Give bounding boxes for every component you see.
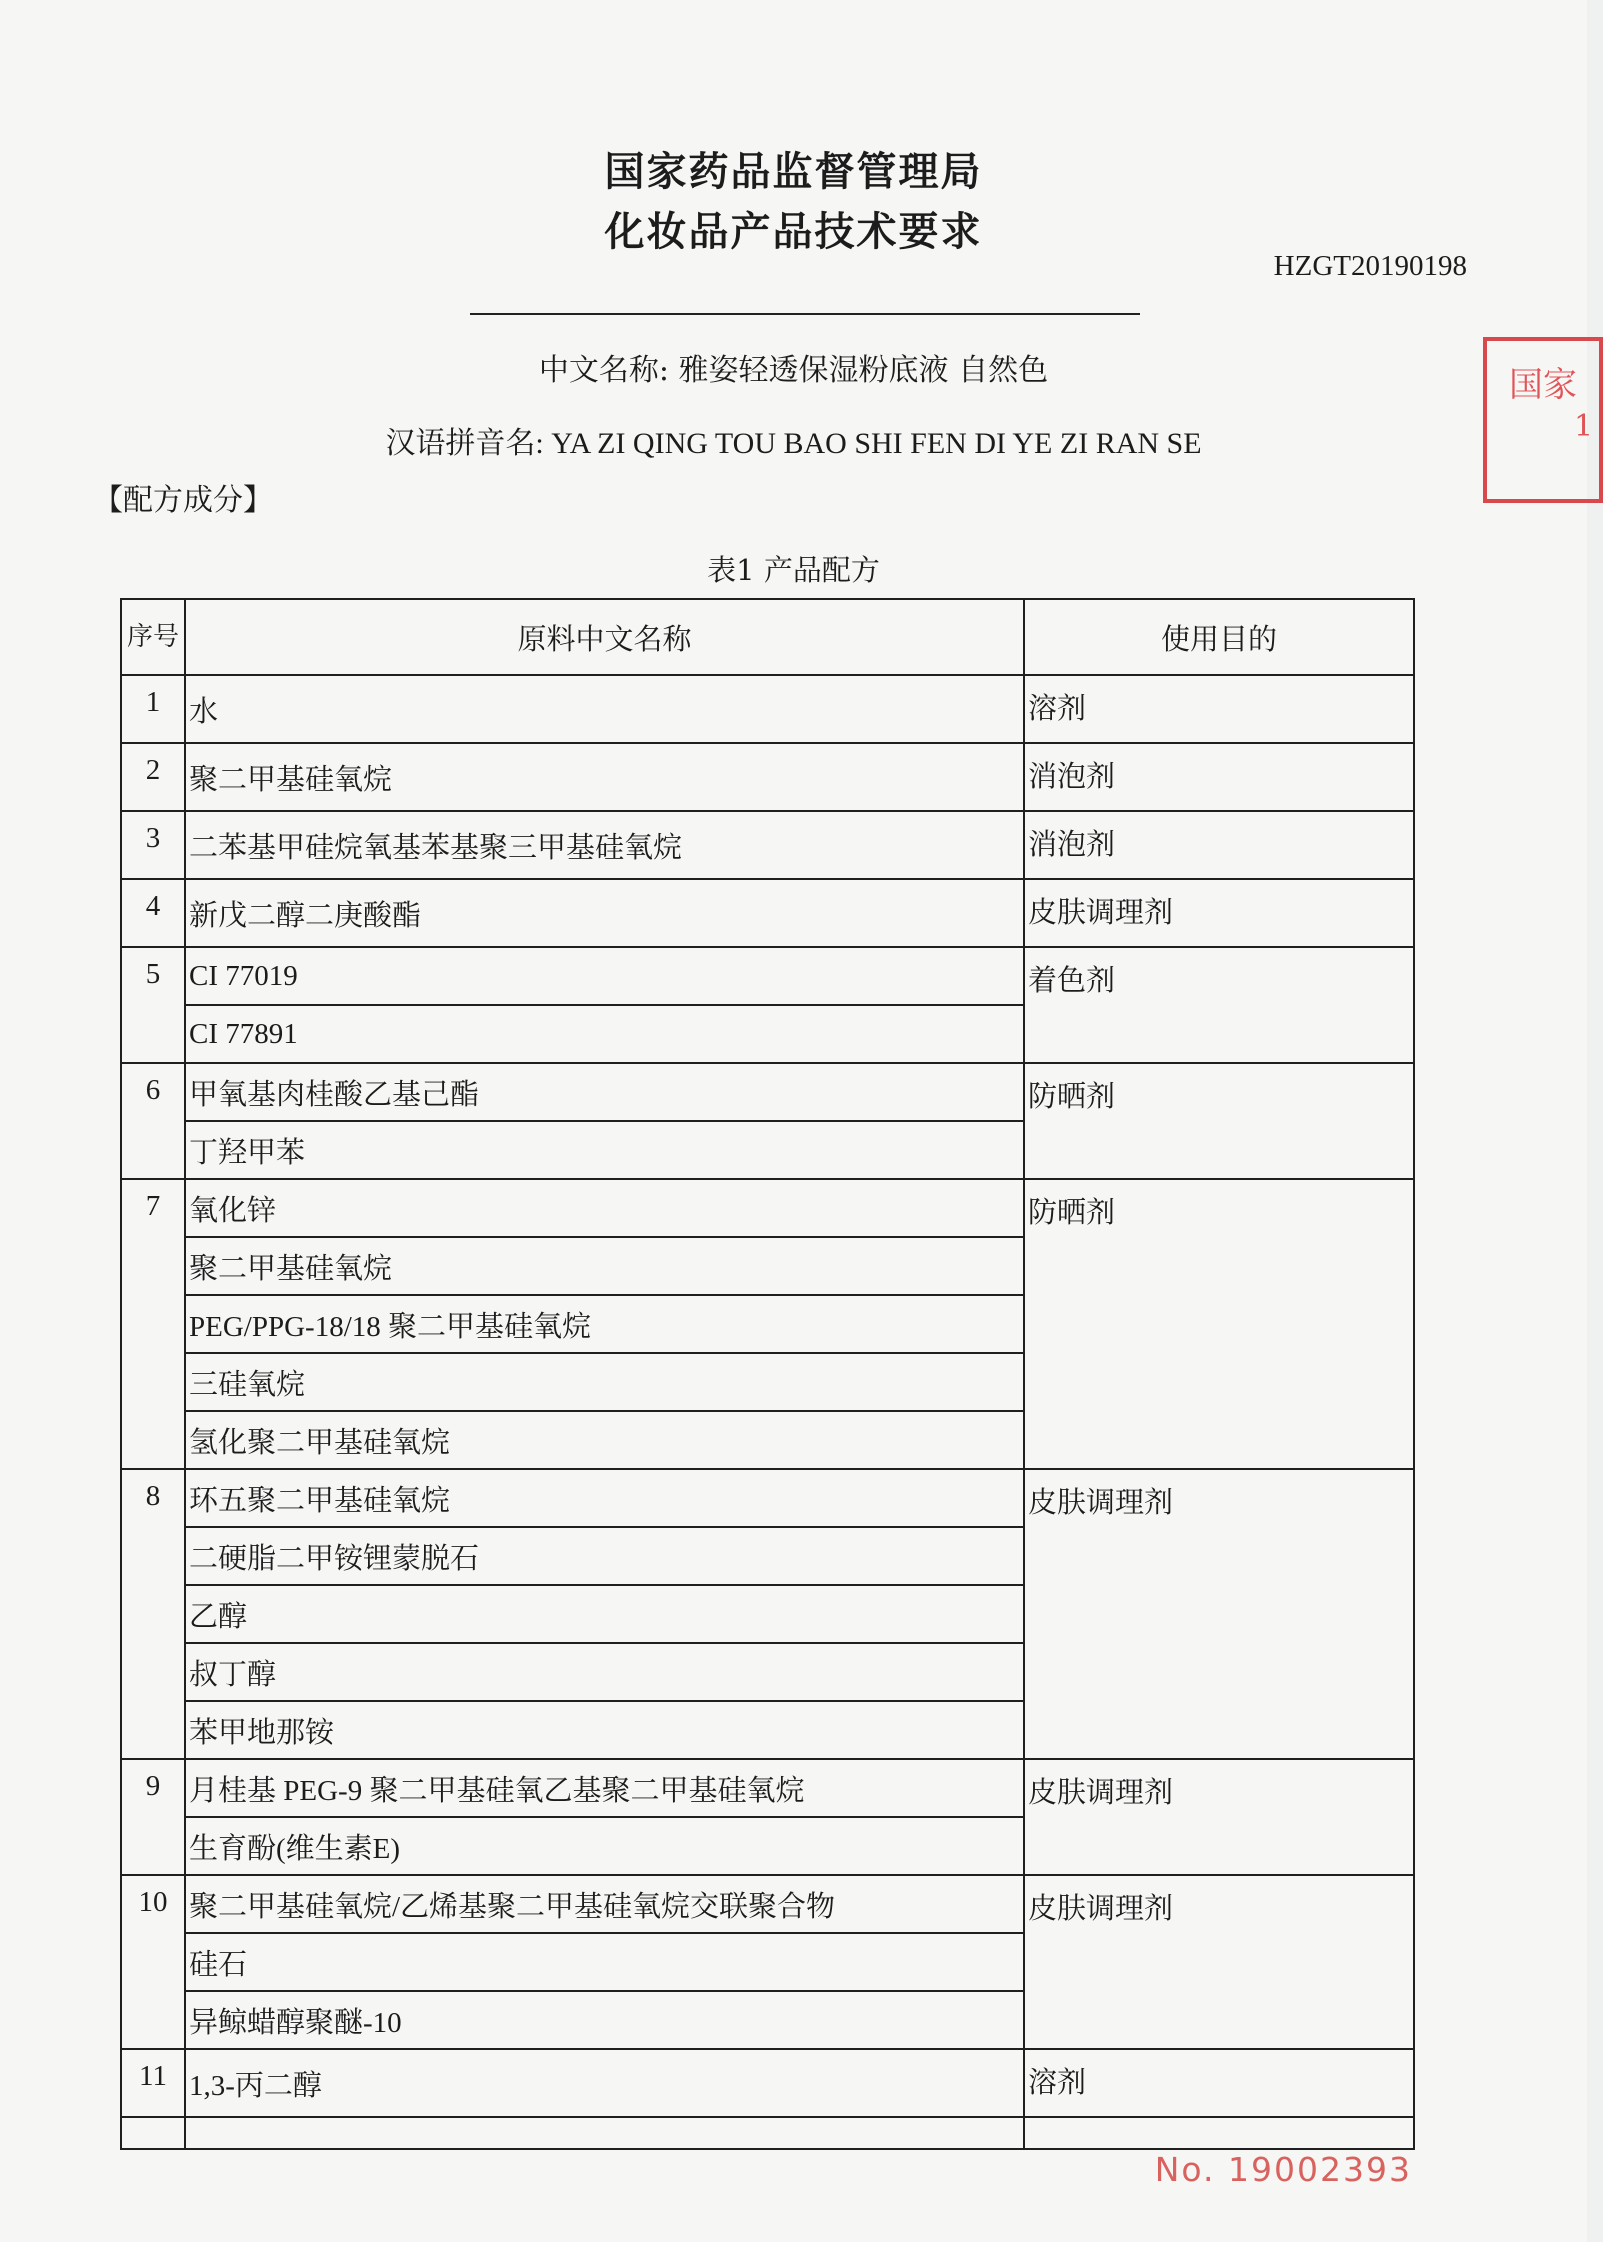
usage-purpose: 溶剂	[1024, 2049, 1414, 2117]
header-ingredient: 原料中文名称	[185, 599, 1024, 675]
usage-purpose: 消泡剂	[1024, 811, 1414, 879]
ingredient-name: 生育酚(维生素E)	[185, 1817, 1024, 1875]
row-number: 4	[121, 879, 185, 947]
section-title: 【配方成分】	[93, 483, 273, 518]
table-row-empty	[121, 2117, 1414, 2149]
ingredient-name: 叔丁醇	[185, 1643, 1024, 1701]
ingredient-name: 硅石	[185, 1933, 1024, 1991]
table-row	[121, 675, 1414, 743]
formula-table	[120, 598, 1415, 2150]
row-number: 11	[121, 2049, 185, 2117]
ingredient-name: PEG/PPG-18/18 聚二甲基硅氧烷	[185, 1295, 1024, 1353]
table-row	[121, 2049, 1414, 2117]
ingredient-name: 丁羟甲苯	[185, 1121, 1024, 1179]
row-number: 9	[121, 1759, 185, 1875]
serial-number: No. 19002393	[1154, 2150, 1412, 2189]
ingredient-name: 氢化聚二甲基硅氧烷	[185, 1411, 1024, 1469]
usage-purpose: 皮肤调理剂	[1024, 1875, 1414, 2049]
table-row	[121, 1469, 1414, 1527]
ingredient-name: 二硬脂二甲铵锂蒙脱石	[185, 1527, 1024, 1585]
ingredient-name: 乙醇	[185, 1585, 1024, 1643]
official-stamp	[1483, 337, 1603, 503]
table-row	[121, 1063, 1414, 1121]
row-number: 1	[121, 675, 185, 743]
ingredient-name: 三硅氧烷	[185, 1353, 1024, 1411]
table-row	[121, 743, 1414, 811]
product-pinyin-name: 汉语拼音名: YA ZI QING TOU BAO SHI FEN DI YE ZI RAN SE	[385, 427, 1202, 460]
ingredient-name: 水	[185, 675, 1024, 743]
empty-cell	[121, 2117, 185, 2149]
header-number: 序号	[121, 599, 185, 675]
ingredient-name: 氧化锌	[185, 1179, 1024, 1237]
table-header-row	[121, 599, 1414, 675]
usage-purpose: 消泡剂	[1024, 743, 1414, 811]
ingredient-name: 聚二甲基硅氧烷	[185, 743, 1024, 811]
table-row	[121, 947, 1414, 1005]
table-body	[121, 675, 1414, 2149]
empty-cell	[1024, 2117, 1414, 2149]
agency-title: 国家药品监督管理局	[604, 148, 983, 195]
title-divider	[470, 313, 1140, 315]
ingredient-name: 聚二甲基硅氧烷/乙烯基聚二甲基硅氧烷交联聚合物	[185, 1875, 1024, 1933]
ingredient-name: 新戊二醇二庚酸酯	[185, 879, 1024, 947]
usage-purpose: 皮肤调理剂	[1024, 1759, 1414, 1875]
row-number: 6	[121, 1063, 185, 1179]
ingredient-name: 苯甲地那铵	[185, 1701, 1024, 1759]
table-caption: 表1 产品配方	[707, 553, 880, 587]
product-chinese-name: 中文名称: 雅姿轻透保湿粉底液 自然色	[538, 353, 1049, 388]
ingredient-name: 二苯基甲硅烷氧基苯基聚三甲基硅氧烷	[185, 811, 1024, 879]
row-number: 3	[121, 811, 185, 879]
usage-purpose: 防晒剂	[1024, 1063, 1414, 1179]
ingredient-name: 环五聚二甲基硅氧烷	[185, 1469, 1024, 1527]
header-purpose: 使用目的	[1024, 599, 1414, 675]
ingredient-name: CI 77019	[185, 947, 1024, 1005]
usage-purpose: 皮肤调理剂	[1024, 879, 1414, 947]
usage-purpose: 防晒剂	[1024, 1179, 1414, 1469]
stamp-subtext: 1	[1574, 409, 1594, 444]
row-number: 10	[121, 1875, 185, 2049]
ingredient-name: 异鲸蜡醇聚醚-10	[185, 1991, 1024, 2049]
row-number: 2	[121, 743, 185, 811]
ingredient-name: 月桂基 PEG-9 聚二甲基硅氧乙基聚二甲基硅氧烷	[185, 1759, 1024, 1817]
empty-cell	[185, 2117, 1024, 2149]
ingredient-name: 甲氧基肉桂酸乙基己酯	[185, 1063, 1024, 1121]
row-number: 5	[121, 947, 185, 1063]
document-title: 化妆品产品技术要求	[604, 208, 983, 255]
document-code: HZGT20190198	[1273, 250, 1467, 282]
table-row	[121, 1875, 1414, 1933]
stamp-text: 国家	[1509, 365, 1577, 405]
ingredient-name: 1,3-丙二醇	[185, 2049, 1024, 2117]
table-row	[121, 811, 1414, 879]
ingredient-name: CI 77891	[185, 1005, 1024, 1063]
usage-purpose: 溶剂	[1024, 675, 1414, 743]
row-number: 8	[121, 1469, 185, 1759]
usage-purpose: 皮肤调理剂	[1024, 1469, 1414, 1759]
usage-purpose: 着色剂	[1024, 947, 1414, 1063]
row-number: 7	[121, 1179, 185, 1469]
table-row	[121, 1759, 1414, 1817]
table-row	[121, 1179, 1414, 1237]
table-row	[121, 879, 1414, 947]
ingredient-name: 聚二甲基硅氧烷	[185, 1237, 1024, 1295]
